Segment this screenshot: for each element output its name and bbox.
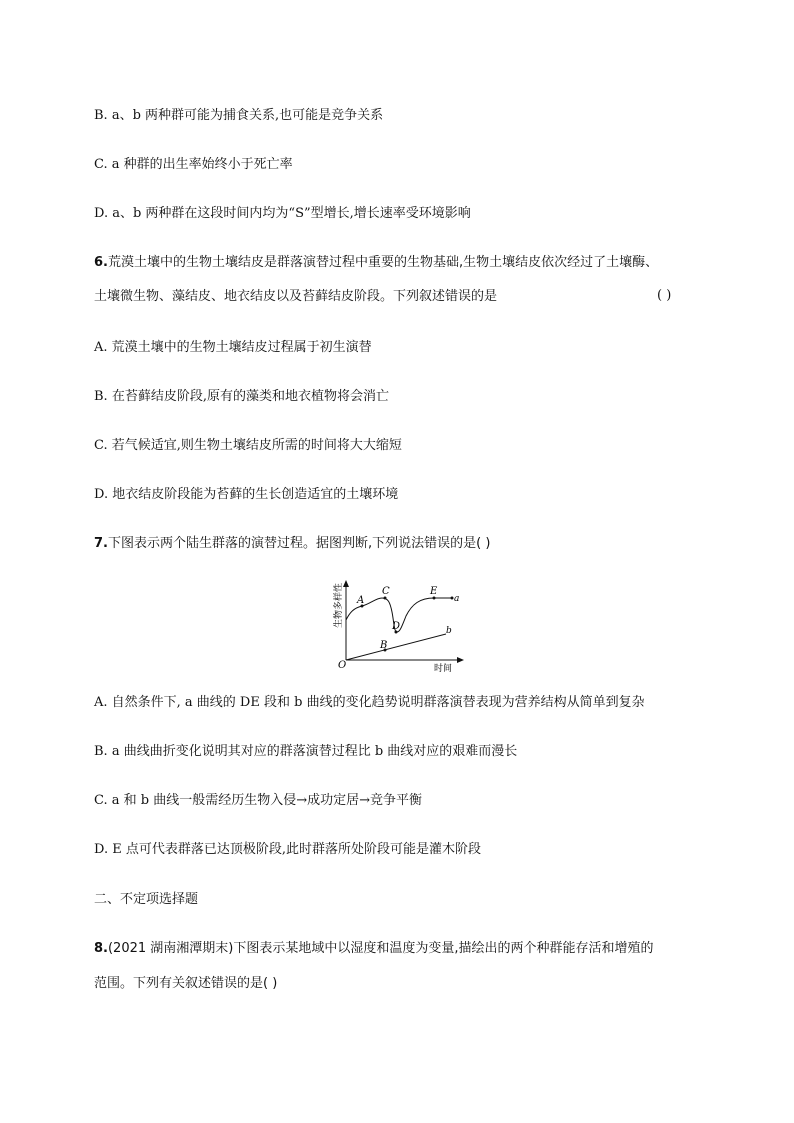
y-axis-label: 生物多样性 — [334, 582, 344, 628]
question-6-stem — [94, 254, 658, 272]
succession-diagram — [330, 580, 470, 672]
x-axis-label: 时间 — [434, 664, 453, 672]
origin-label: O — [338, 660, 347, 671]
q5-option-b: B. a、b 两种群可能为捕食关系,也可能是竞争关系 — [94, 108, 384, 123]
question-7-stem — [94, 535, 490, 553]
question-8-text-line2: 范围。下列有关叙述错误的是( ) — [94, 976, 278, 991]
q5-option-d: D. a、b 两种群在这段时间内均为“S”型增长,增长速率受环境影响 — [94, 206, 471, 221]
question-7-text: 下图表示两个陆生群落的演替过程。据图判断,下列说法错误的是( ) — [107, 536, 491, 551]
q6-option-c: C. 若气候适宜,则生物土壤结皮所需的时间将大大缩短 — [94, 438, 402, 453]
q7-option-b: B. a 曲线曲折变化说明其对应的群落演替过程比 b 曲线对应的艰难而漫长 — [94, 744, 518, 759]
section-2-heading: 二、不定项选择题 — [94, 892, 199, 907]
question-6-text-line1: 荒漠土壤中的生物土壤结皮是群落演替过程中重要的生物基础,生物土壤结皮依次经过了土壤酶、 — [107, 255, 659, 270]
question-6-answer-paren: ( ) — [657, 288, 672, 303]
point-c-label: C — [382, 586, 390, 597]
curve-b — [346, 634, 446, 660]
question-8-text-line1: (2021 湖南湘潭期末)下图表示某地域中以湿度和温度为变量,描绘出的两个种群能存活和增殖的 — [107, 941, 654, 956]
point-e-label: E — [430, 586, 438, 597]
q6-option-a: A. 荒漠土壤中的生物土壤结皮过程属于初生演替 — [94, 340, 372, 355]
point-d-label: D — [392, 621, 401, 632]
q6-option-d: D. 地衣结皮阶段能为苔藓的生长创造适宜的土壤环境 — [94, 487, 399, 502]
q7-option-d: D. E 点可代表群落已达顶极阶段,此时群落所处阶段可能是灌木阶段 — [94, 842, 481, 857]
question-8-number: 8. — [94, 941, 108, 956]
q7-option-a: A. 自然条件下, a 曲线的 DE 段和 b 曲线的变化趋势说明群落演替表现为营养结构从简单到复杂 — [94, 695, 645, 710]
q7-option-c: C. a 和 b 曲线一般需经历生物入侵→成功定居→竞争平衡 — [94, 793, 423, 808]
point-b-label: B — [380, 640, 388, 651]
x-axis-arrow — [457, 657, 464, 663]
q5-option-c: C. a 种群的出生率始终小于死亡率 — [94, 157, 293, 172]
question-7-number: 7. — [94, 536, 108, 551]
question-6-number: 6. — [94, 255, 108, 270]
curve-a-label: a — [454, 594, 460, 604]
question-8-stem — [94, 940, 653, 958]
curve-b-label: b — [446, 626, 452, 636]
question-6-text-line2: 土壤微生物、藻结皮、地衣结皮以及苔藓结皮阶段。下列叙述错误的是 — [94, 289, 498, 304]
point-a-label: A — [357, 595, 365, 606]
q6-option-b: B. 在苔藓结皮阶段,原有的藻类和地衣植物将会消亡 — [94, 389, 389, 404]
